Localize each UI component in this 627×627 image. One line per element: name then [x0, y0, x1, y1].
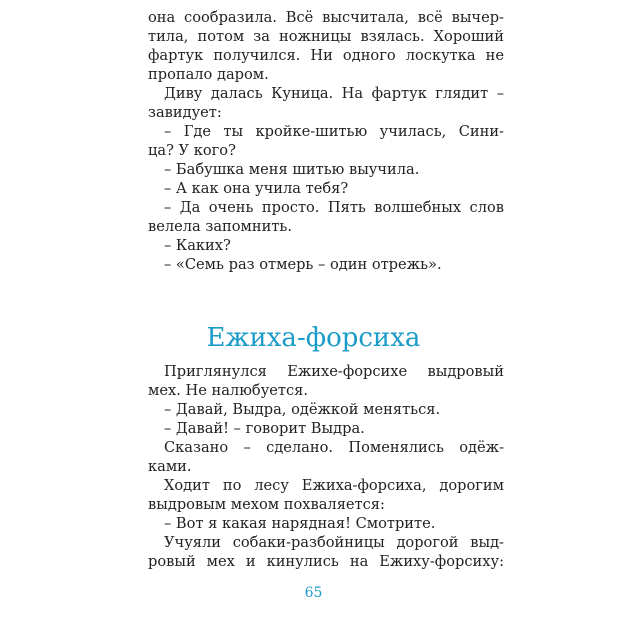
text-line: велела запомнить.	[148, 218, 293, 235]
text-line: Ходит по лесу Ежиха-форсиха, дорогим	[164, 477, 504, 494]
text-line: выдровым мехом похваляется:	[148, 496, 385, 513]
text-line: тила, потом за ножницы взялась. Хороший	[148, 28, 504, 45]
text-line: фартук получился. Ни одного лоскутка не	[148, 47, 504, 64]
text-line: завидует:	[148, 104, 222, 121]
text-line: ками.	[148, 458, 192, 475]
text-line: она сообразила. Всё высчитала, всё вычер-	[148, 9, 504, 26]
chapter-title: Ежиха-форсиха	[206, 323, 421, 353]
text-line: – Каких?	[164, 237, 231, 254]
text-line: пропало даром.	[148, 66, 269, 83]
text-line: – «Семь раз отмерь – один отрежь».	[164, 256, 442, 273]
text-line: – Вот я какая нарядная! Смотрите.	[164, 515, 436, 532]
text-line: Приглянулся Ежихе-форсихе выдровый	[164, 363, 504, 380]
text-line: – Где ты кройке-шитью училась, Сини-	[164, 123, 504, 140]
text-line: Сказано – сделано. Поменялись одёж-	[164, 439, 504, 456]
text-line: – Давай! – говорит Выдра.	[164, 420, 365, 437]
text-line: ца? У кого?	[148, 142, 236, 159]
text-line: – А как она учила тебя?	[164, 180, 349, 197]
text-line: ровый мех и кинулись на Ежиху-форсиху:	[148, 553, 504, 570]
text-line: Учуяли собаки-разбойницы дорогой выд-	[164, 534, 504, 551]
page-number: 65	[304, 585, 323, 601]
text-line: – Давай, Выдра, одёжкой меняться.	[164, 401, 441, 418]
text-line: – Да очень просто. Пять волшебных слов	[164, 199, 504, 216]
text-line: – Бабушка меня шитью выучила.	[164, 161, 420, 178]
text-line: Диву далась Куница. На фартук глядит –	[164, 85, 504, 102]
text-line: мех. Не налюбуется.	[148, 382, 309, 399]
